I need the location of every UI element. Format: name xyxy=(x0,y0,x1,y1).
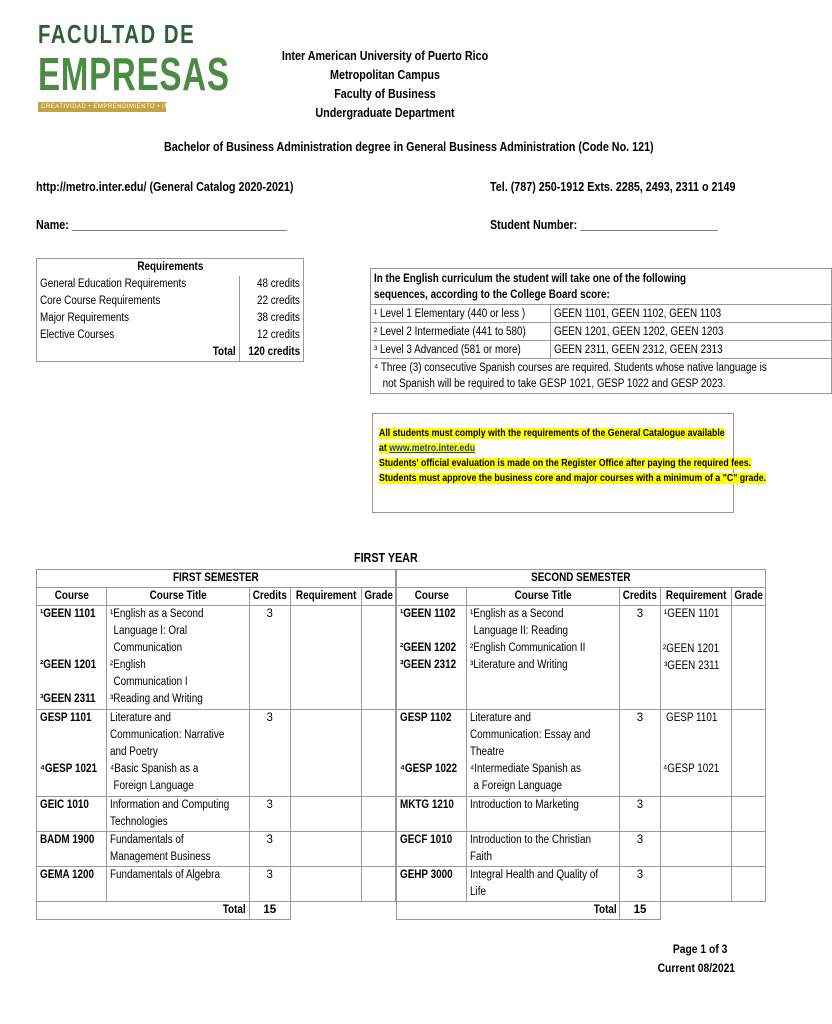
english-intro: In the English curriculum the student will take one of the following sequences, according to the College Board score: xyxy=(374,273,687,301)
second-semester-table: SECOND SEMESTER Course Course Title Credits Requirement Grade ¹GEEN 1102 ²GEEN 1202 ³GEEN 2312 ¹English as a Second Language II: Reading ²English Communication II ³Literature and Writing 3 ¹GEEN 1101 ²GEEN 1201 ³GEEN 2311 GESP 1102 ⁴GESP 1022 Literature and Communication: Essay and Theatre ⁴Intermediate Spanish as a Foreign Language 3 GESP 1101 ⁴GESP 1021 MKTG 1210 Introduction to Marketing 3 GECF 1010 Introduction to the Christian Faith 3 GEHP 3000 Integral Health and Quality of Life 3 Total 15 xyxy=(396,569,766,920)
logo-tagline: CREATIVIDAD • EMPRENDIMIENTO • INNOVACIÓN xyxy=(38,102,166,112)
page-footer xyxy=(645,940,736,978)
table-row: ¹GEEN 1102 ²GEEN 1202 ³GEEN 2312 ¹English as a Second Language II: Reading ²English Communication II ³Literature and Writing 3 ¹GEEN 1101 ²GEEN 1201 ³GEEN 2311 xyxy=(397,606,766,710)
table-row: Core Course Requirements 22 credits xyxy=(37,293,304,310)
requirements-total-row: Total 120 credits xyxy=(37,344,304,362)
table-row: Major Requirements 38 credits xyxy=(37,310,304,327)
table-row: BADM 1900 Fundamentals of Management Business 3 xyxy=(37,832,396,867)
header-campus: Metropolitan Campus xyxy=(330,68,440,82)
notice-line-4: Students must approve the business core and major courses with a minimum of a "C" grade. xyxy=(379,473,767,484)
table-row: GECF 1010 Introduction to the Christian Faith 3 xyxy=(397,832,766,867)
second-semester-total-row: Total 15 xyxy=(397,902,766,920)
first-semester-table: FIRST SEMESTER Course Course Title Credits Requirement Grade ¹GEEN 1101 ²GEEN 1201 ³GEEN 2311 ¹English as a Second Language I: Oral Communication ²English Communication I ³Reading and Writing 3 GESP 1101 ⁴GESP 1021 Literature and Communication: Narrative and Poetry ⁴Basic Spanish as a Foreign Language 3 GEIC 1010 Information and Computing Technologies 3 BADM 1900 Fundamentals of Management Business 3 GEMA 1200 Fundamentals of Algebra 3 Total 15 xyxy=(36,569,396,920)
header-university: Inter American University of Puerto Rico xyxy=(281,49,489,63)
table-row: GESP 1101 ⁴GESP 1021 Literature and Communication: Narrative and Poetry ⁴Basic Spanish as a Foreign Language 3 xyxy=(37,710,396,797)
notice-line-3: Students' official evaluation is made on the Register Office after paying the required fees. xyxy=(379,458,752,469)
notice-line-1: All students must comply with the requirements of the General Catalogue available xyxy=(379,428,725,439)
page-number: Page 1 of 3 xyxy=(672,942,727,956)
spanish-note-2: not Spanish will be required to take GESP 1021, GESP 1022 and GESP 2023. xyxy=(382,378,726,390)
telephone-line: Tel. (787) 250-1912 Exts. 2285, 2493, 2311 o 2149 xyxy=(490,180,736,194)
table-row: MKTG 1210 Introduction to Marketing 3 xyxy=(397,797,766,832)
english-sequence-table xyxy=(370,268,832,394)
table-row: ² Level 2 Intermediate (441 to 580) GEEN 1201, GEEN 1202, GEEN 1203 xyxy=(371,323,832,341)
catalogue-link[interactable]: www.metro.inter.edu xyxy=(389,443,476,454)
requirements-table xyxy=(36,258,304,362)
first-semester-total-row: Total 15 xyxy=(37,902,396,920)
table-row: Elective Courses 12 credits xyxy=(37,327,304,344)
first-semester-title: FIRST SEMESTER xyxy=(173,572,259,584)
table-row: General Education Requirements 48 credits xyxy=(37,276,304,293)
table-row: ¹GEEN 1101 ²GEEN 1201 ³GEEN 2311 ¹English as a Second Language I: Oral Communication ²English Communication I ³Reading and Writing 3 xyxy=(37,606,396,710)
degree-title: Bachelor of Business Administration degree in General Business Administration (Code No. 121) xyxy=(164,140,654,154)
notice-box: All students must comply with the requirements of the General Catalogue available at www.metro.inter.edu Students' official evaluation is made on the Register Office after paying the required fees. Students must approve the business core and major courses with a minimum of a "C" grade. xyxy=(372,413,734,513)
name-field[interactable]: Name: ____________________________________ xyxy=(36,218,288,232)
table-row: GEMA 1200 Fundamentals of Algebra 3 xyxy=(37,867,396,902)
second-semester-title: SECOND SEMESTER xyxy=(531,572,631,584)
catalog-url[interactable]: http://metro.inter.edu/ (General Catalog 2020-2021) xyxy=(36,180,294,194)
table-row: GEIC 1010 Information and Computing Technologies 3 xyxy=(37,797,396,832)
header-department: Undergraduate Department xyxy=(315,106,455,120)
table-row: GESP 1102 ⁴GESP 1022 Literature and Communication: Essay and Theatre ⁴Intermediate Spanish as a Foreign Language 3 GESP 1101 ⁴GESP 1021 xyxy=(397,710,766,797)
logo-line-1: FACULTAD DE xyxy=(38,19,196,49)
table-row: GEHP 3000 Integral Health and Quality of Life 3 xyxy=(397,867,766,902)
requirements-title: Requirements xyxy=(137,261,203,273)
table-row: ¹ Level 1 Elementary (440 or less ) GEEN 1101, GEEN 1102, GEEN 1103 xyxy=(371,305,832,323)
faculty-logo xyxy=(38,19,230,128)
table-row: ³ Level 3 Advanced (581 or more) GEEN 2311, GEEN 2312, GEEN 2313 xyxy=(371,341,832,359)
logo-line-2: EMPRESAS xyxy=(38,48,230,100)
institution-header xyxy=(252,47,519,123)
first-year-title: FIRST YEAR xyxy=(354,551,418,565)
spanish-note-1: ⁴ Three (3) consecutive Spanish courses are required. Students whose native language is xyxy=(374,362,767,374)
header-faculty: Faculty of Business xyxy=(334,87,436,101)
student-number-field[interactable]: Student Number: _______________________ xyxy=(490,218,718,232)
current-date: Current 08/2021 xyxy=(657,961,736,975)
